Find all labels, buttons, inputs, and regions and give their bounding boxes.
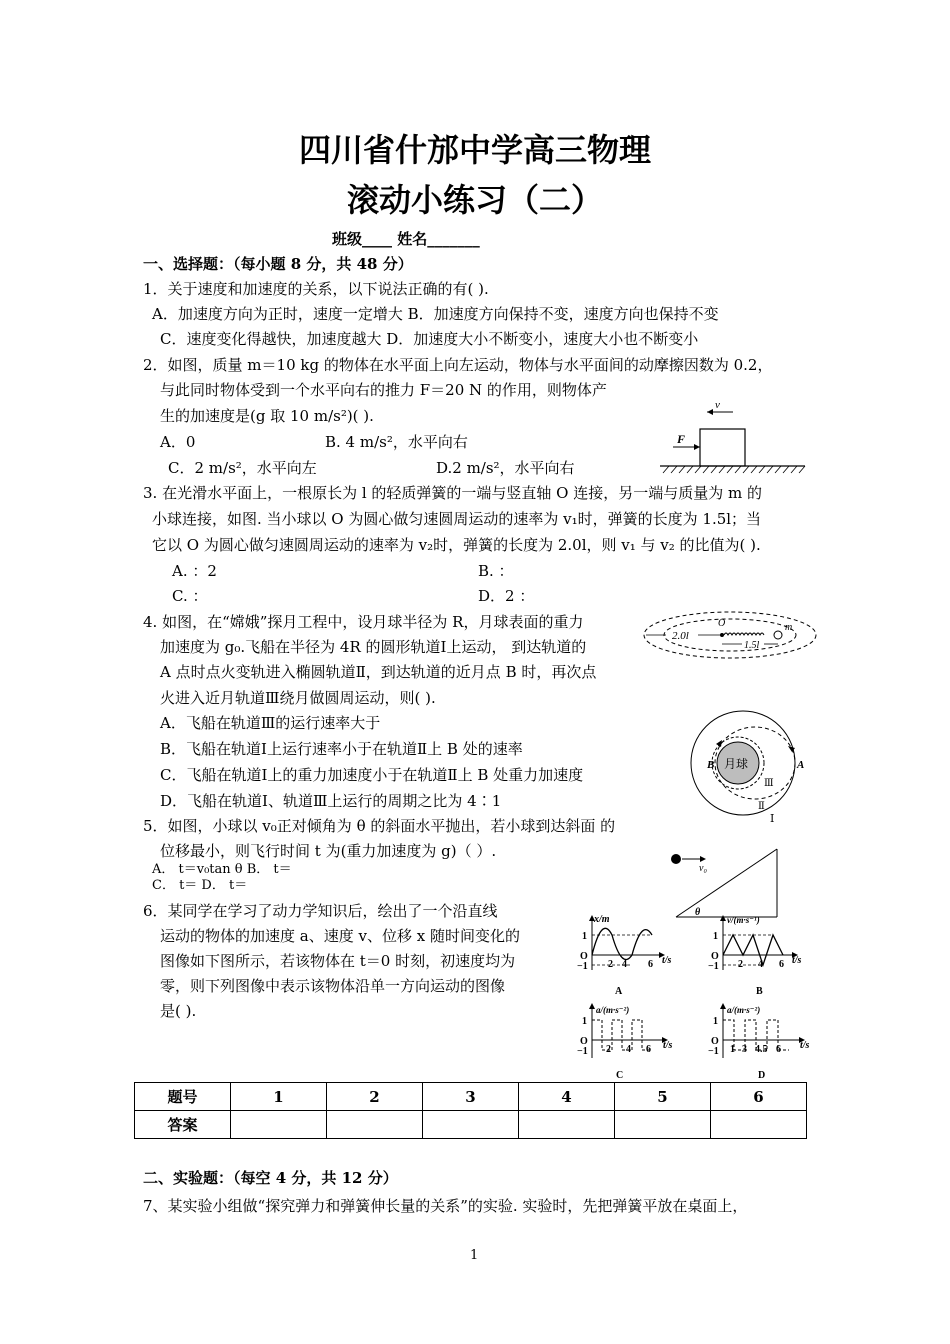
q2-fig-force-arrowhead bbox=[694, 444, 700, 450]
svg-text:x/m: x/m bbox=[594, 914, 610, 925]
q2-option-c: C．2 m/s²，水平向左 bbox=[168, 459, 317, 477]
svg-text:a/(m·s⁻²): a/(m·s⁻²) bbox=[596, 1005, 630, 1015]
answer-table-q4: 4 bbox=[519, 1083, 615, 1111]
answer-table-q2: 2 bbox=[327, 1083, 423, 1111]
q5-fig-ball bbox=[671, 854, 681, 864]
q6-graph-d-label: D bbox=[758, 1070, 766, 1081]
svg-text:−1: −1 bbox=[708, 961, 719, 972]
answer-cell-6[interactable] bbox=[711, 1111, 807, 1139]
q7-line1: 7、某实验小组做“探究弹力和弹簧伸长量的关系”的实验. 实验时，先把弹簧平放在桌面上， bbox=[143, 1197, 748, 1215]
svg-text:O: O bbox=[711, 951, 719, 962]
svg-text:O: O bbox=[711, 1036, 719, 1047]
q6-graph-b-curve bbox=[723, 935, 783, 965]
svg-text:1: 1 bbox=[730, 1044, 735, 1055]
section2-heading: 二、实验题：（每空 4 分，共 12 分） bbox=[143, 1169, 398, 1187]
q6-graph-c-label: C bbox=[616, 1070, 624, 1081]
svg-text:O: O bbox=[580, 1036, 588, 1047]
page-subtitle: 滚动小练习（二） bbox=[346, 181, 603, 219]
q5-fig-v0-label: v₀ bbox=[699, 863, 707, 874]
svg-text:−1: −1 bbox=[708, 1046, 719, 1057]
q2-fig-ground-hatching bbox=[663, 466, 805, 473]
page-title: 四川省什邡中学高三物理 bbox=[298, 131, 651, 169]
svg-text:4: 4 bbox=[622, 959, 627, 970]
q6-line2: 运动的物体的加速度 a、速度 v、位移 x 随时间变化的 bbox=[160, 927, 520, 945]
q3-line2: 小球连接，如图. 当小球以 O 为圆心做匀速圆周运动的速率为 v₁时，弹簧的长度为 1.5l；当 bbox=[152, 510, 762, 528]
q3-fig-label-15l: 1.5l bbox=[744, 640, 760, 651]
q6-graph-a bbox=[577, 914, 672, 997]
svg-text:4.5: 4.5 bbox=[755, 1044, 768, 1055]
q3-line1: 3. 在光滑水平面上，一根原长为 l 的轻质弹簧的一端与竖直轴 O 连接，另一端与质量为 m 的 bbox=[143, 484, 763, 502]
q4-line3: A 点时点火变轨进入椭圆轨道Ⅱ，到达轨道的近月点 B 时，再次点 bbox=[160, 663, 597, 681]
svg-text:2: 2 bbox=[738, 959, 743, 970]
svg-text:−1: −1 bbox=[577, 961, 588, 972]
q6-line3: 图像如下图所示，若该物体在 t＝0 时刻，初速度均为 bbox=[160, 952, 516, 970]
answer-table bbox=[134, 1082, 807, 1139]
q4-option-c: C．飞船在轨道Ⅰ上的重力加速度小于在轨道Ⅱ上 B 处重力加速度 bbox=[160, 766, 584, 784]
q6-line5: 是( ). bbox=[160, 1002, 197, 1020]
q2-option-b: B. 4 m/s²，水平向右 bbox=[325, 433, 468, 451]
student-info-line: 班级____ 姓名_______ bbox=[332, 230, 480, 248]
svg-text:t/s: t/s bbox=[663, 1040, 673, 1051]
q1-stem: 1．关于速度和加速度的关系，以下说法正确的有( ). bbox=[143, 280, 489, 298]
q4-fig-label-I: Ⅰ bbox=[770, 813, 775, 825]
q3-fig-label-2l: 2.0l bbox=[672, 630, 689, 642]
q4-option-a: A．飞船在轨道Ⅲ的运行速率大于 bbox=[160, 714, 381, 732]
q4-option-b: B．飞船在轨道Ⅰ上运行速率小于在轨道Ⅱ上 B 处的速率 bbox=[160, 740, 523, 758]
svg-text:4: 4 bbox=[758, 959, 763, 970]
q5-options-cd: C． t＝ D． t＝ bbox=[152, 878, 248, 893]
svg-text:4: 4 bbox=[626, 1044, 631, 1055]
q3-fig-ball bbox=[774, 631, 782, 639]
svg-text:a/(m·s⁻²): a/(m·s⁻²) bbox=[727, 1005, 761, 1015]
svg-text:1: 1 bbox=[713, 1016, 718, 1027]
q1-options-cd: C．速度变化得越快，加速度越大 D．加速度大小不断变小，速度大小也不断变小 bbox=[160, 330, 699, 348]
q4-fig-label-II: Ⅱ bbox=[758, 801, 765, 812]
q3-fig-label-m: m bbox=[785, 622, 793, 633]
answer-cell-5[interactable] bbox=[615, 1111, 711, 1139]
answer-table-row2-label: 答案 bbox=[135, 1111, 231, 1139]
q4-option-d: D．飞船在轨道Ⅰ、轨道Ⅲ上运行的周期之比为 4∶1 bbox=[160, 792, 502, 810]
answer-cell-2[interactable] bbox=[327, 1111, 423, 1139]
q3-option-d: D．2 ： bbox=[478, 587, 535, 605]
answer-table-answer-row bbox=[135, 1111, 807, 1139]
q4-line4: 火进入近月轨道Ⅲ绕月做圆周运动，则( ). bbox=[160, 689, 436, 707]
q6-graph-b bbox=[708, 915, 802, 997]
q5-options-ab: A． t＝v₀tan θ B． t＝ bbox=[152, 862, 292, 877]
q2-line2: 与此同时物体受到一个水平向右的推力 F＝20 N 的作用，则物体产 bbox=[160, 381, 607, 399]
svg-text:1: 1 bbox=[713, 931, 718, 942]
svg-text:1: 1 bbox=[582, 931, 587, 942]
q2-fig-force-label: F bbox=[677, 432, 686, 446]
q5-fig-velocity-arrowhead bbox=[700, 856, 706, 862]
q5-line1: 5．如图，小球以 v₀正对倾角为 θ 的斜面水平抛出，若小球到达斜面 的 bbox=[143, 817, 616, 835]
svg-text:6: 6 bbox=[646, 1044, 651, 1055]
svg-text:6: 6 bbox=[648, 959, 653, 970]
q6-graph-c-curve bbox=[592, 1020, 652, 1050]
svg-text:t/s: t/s bbox=[800, 1040, 810, 1051]
q3-option-a: A. ：2 bbox=[172, 562, 217, 580]
q2-option-d: D.2 m/s²，水平向右 bbox=[436, 459, 575, 477]
q6-graph-c bbox=[577, 1003, 673, 1081]
answer-table-header-row bbox=[135, 1083, 807, 1111]
answer-cell-1[interactable] bbox=[231, 1111, 327, 1139]
q3-figure-spring-orbit bbox=[640, 608, 820, 673]
answer-table-q5: 5 bbox=[615, 1083, 711, 1111]
svg-text:2: 2 bbox=[608, 959, 613, 970]
svg-text:t/s: t/s bbox=[792, 955, 802, 966]
q3-fig-spring bbox=[724, 633, 764, 635]
section1-heading: 一、选择题：（每小题 8 分，共 48 分） bbox=[143, 255, 413, 273]
svg-text:6: 6 bbox=[776, 1044, 781, 1055]
q5-figure-incline bbox=[662, 845, 782, 920]
q4-line1: 4. 如图，在“嫦娥”探月工程中，设月球半径为 R，月球表面的重力 bbox=[143, 613, 584, 631]
q3-line3: 它以 O 为圆心做匀速圆周运动的速率为 v₂时，弹簧的长度为 2.0l，则 v₁ 与 v₂ 的比值为( ). bbox=[152, 536, 761, 554]
q2-fig-velocity-arrowhead bbox=[707, 409, 713, 415]
q2-line3: 生的加速度是(g 取 10 m/s²)( ). bbox=[160, 407, 374, 425]
answer-cell-3[interactable] bbox=[423, 1111, 519, 1139]
svg-text:v/(m·s⁻¹): v/(m·s⁻¹) bbox=[727, 915, 760, 925]
svg-text:3: 3 bbox=[742, 1044, 747, 1055]
svg-text:1: 1 bbox=[582, 1016, 587, 1027]
q4-fig-point-A: A bbox=[797, 759, 805, 771]
q2-figure-block-on-surface bbox=[655, 392, 810, 477]
svg-text:6: 6 bbox=[779, 959, 784, 970]
q6-figure-graphs bbox=[570, 910, 820, 1082]
q2-line1: 2．如图，质量 m＝10 kg 的物体在水平面上向左运动，物体与水平面间的动摩擦因数为 0.2， bbox=[143, 356, 773, 374]
svg-text:2: 2 bbox=[606, 1044, 611, 1055]
q5-line2: 位移最小，则飞行时间 t 为(重力加速度为 g)（ ）. bbox=[160, 842, 497, 860]
q2-fig-velocity-label: v bbox=[715, 399, 720, 411]
page-number: 1 bbox=[470, 1248, 479, 1263]
q3-option-c: C. ： bbox=[172, 587, 208, 605]
q6-graph-b-label: B bbox=[756, 986, 763, 997]
q6-graph-a-label: A bbox=[615, 986, 623, 997]
q2-fig-block bbox=[700, 429, 745, 466]
q3-option-b: B. ： bbox=[478, 562, 514, 580]
q4-fig-point-B: B bbox=[707, 759, 715, 771]
q6-line4: 零，则下列图像中表示该物体沿单一方向运动的图像 bbox=[160, 977, 506, 995]
answer-table-row1-label: 题号 bbox=[135, 1083, 231, 1111]
q4-fig-moon-label: 月球 bbox=[724, 757, 749, 771]
q5-fig-theta: θ bbox=[695, 907, 701, 918]
q6-graph-d bbox=[708, 1003, 810, 1081]
q1-options-ab: A．加速度方向为正时，速度一定增大 B．加速度方向保持不变，速度方向也保持不变 bbox=[152, 305, 719, 323]
q4-figure-moon-orbits bbox=[688, 706, 813, 831]
q3-fig-center-O bbox=[720, 633, 724, 637]
answer-table-q3: 3 bbox=[423, 1083, 519, 1111]
q2-option-a: A．0 bbox=[160, 433, 196, 451]
answer-cell-4[interactable] bbox=[519, 1111, 615, 1139]
q4-fig-label-III: Ⅲ bbox=[764, 778, 774, 789]
q3-fig-label-O: O bbox=[718, 618, 726, 629]
q4-line2: 加速度为 g₀.飞船在半径为 4R 的圆形轨道Ⅰ上运动， 到达轨道的 bbox=[160, 638, 587, 656]
svg-text:t/s: t/s bbox=[662, 955, 672, 966]
svg-text:−1: −1 bbox=[577, 1046, 588, 1057]
answer-table-q6: 6 bbox=[711, 1083, 807, 1111]
svg-text:O: O bbox=[580, 951, 588, 962]
q6-line1: 6．某同学在学习了动力学知识后，绘出了一个沿直线 bbox=[143, 902, 498, 920]
answer-table-q1: 1 bbox=[231, 1083, 327, 1111]
